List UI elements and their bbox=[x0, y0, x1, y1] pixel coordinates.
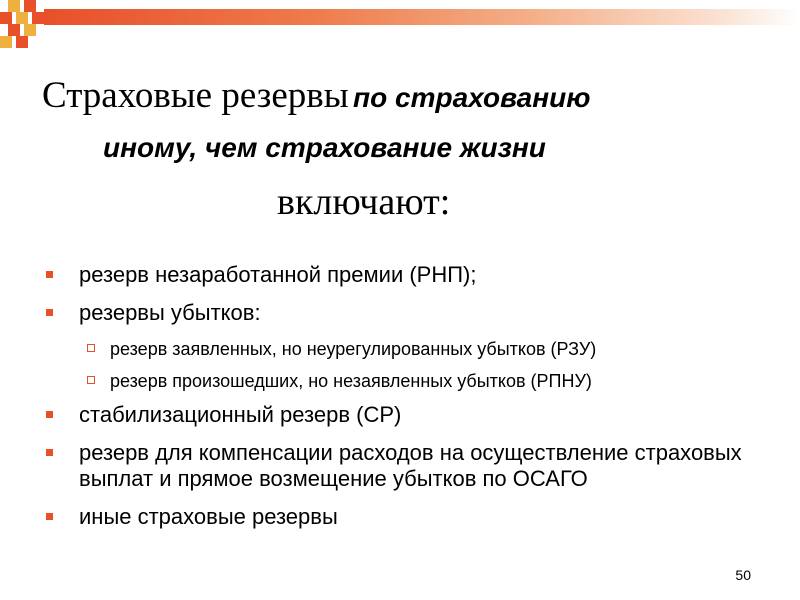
title-line-1 bbox=[42, 74, 590, 117]
bullet-square-icon bbox=[46, 513, 53, 520]
title-italic-text: по страхованию bbox=[353, 82, 591, 113]
bullet-square-icon bbox=[46, 271, 53, 278]
decor-square bbox=[16, 12, 28, 24]
decor-square bbox=[24, 24, 36, 36]
list-item-text: резерв для компенсации расходов на осуществление страховых выплат и прямое возмещение убытков по ОСАГО bbox=[79, 440, 742, 491]
list-item-text: резервы убытков: bbox=[79, 300, 261, 325]
decor-square bbox=[0, 12, 12, 24]
sub-list-item bbox=[42, 370, 762, 392]
list-item bbox=[42, 440, 762, 492]
decor-square bbox=[8, 0, 20, 12]
bullet-square-icon bbox=[46, 309, 53, 316]
bullet-square-icon bbox=[46, 411, 53, 418]
title-line-3: включают: bbox=[277, 181, 451, 223]
list-item bbox=[42, 504, 762, 530]
sub-list-item-text: резерв произошедших, но незаявленных убытков (РПНУ) bbox=[110, 371, 592, 391]
top-gradient-bar bbox=[44, 9, 800, 25]
title-serif-text: Страховые резервы bbox=[42, 75, 349, 116]
decor-square bbox=[8, 24, 20, 36]
sub-list-item-text: резерв заявленных, но неурегулированных убытков (РЗУ) bbox=[110, 339, 597, 359]
list-item-text: иные страховые резервы bbox=[79, 504, 338, 529]
list-item-text: резерв незаработанной премии (РНП); bbox=[79, 262, 477, 287]
list-item-text: стабилизационный резерв (СР) bbox=[79, 402, 402, 427]
bullet-hollow-square-icon bbox=[87, 376, 95, 384]
decor-square bbox=[16, 36, 28, 48]
page-number: 50 bbox=[735, 567, 751, 583]
decor-square bbox=[32, 12, 44, 24]
decor-square bbox=[0, 36, 12, 48]
list-item bbox=[42, 262, 762, 288]
bullet-square-icon bbox=[46, 449, 53, 456]
bullet-list bbox=[42, 262, 762, 542]
list-item bbox=[42, 300, 762, 326]
bullet-hollow-square-icon bbox=[87, 344, 95, 352]
title-line-2: иному, чем страхование жизни bbox=[103, 132, 546, 163]
list-item bbox=[42, 402, 762, 428]
decor-square bbox=[24, 0, 36, 12]
sub-list-item bbox=[42, 338, 762, 360]
